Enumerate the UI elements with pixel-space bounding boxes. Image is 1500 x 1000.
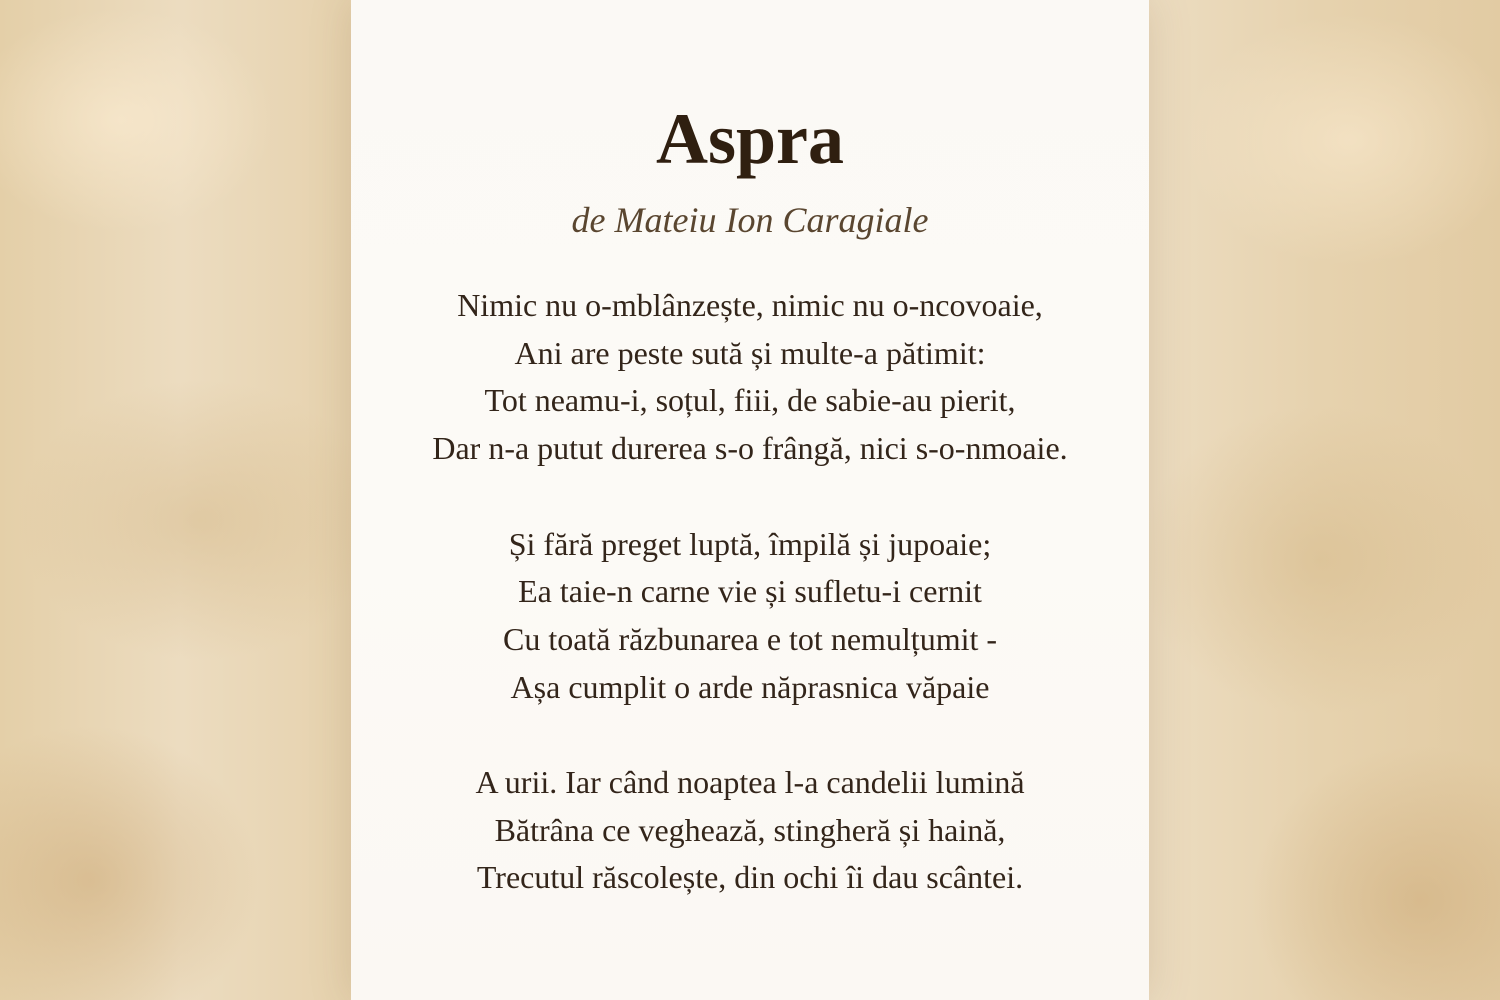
stanza-3 (351, 759, 1149, 902)
poem-author: de Mateiu Ion Caragiale (571, 200, 929, 240)
poem-line: Cu toată răzbunarea e tot nemulțumit - (502, 620, 998, 657)
poem-line: Tot neamu-i, soțul, fiii, de sabie-au pierit, (484, 382, 1016, 419)
stanza-1 (351, 282, 1149, 473)
poem-page (351, 0, 1149, 1000)
poem-line: Ani are peste sută și multe-a pătimit: (514, 334, 986, 371)
poem-line: Bătrâna ce veghează, stingheră și haină, (494, 811, 1006, 848)
poem-line: A urii. Iar când noaptea l-a candelii lumină (475, 764, 1025, 800)
poem-line: Ea taie-n carne vie și sufletu-i cernit (518, 573, 982, 610)
poem-line: Trecutul răscolește, din ochi îi dau scântei. (476, 859, 1024, 896)
poem-title: Aspra (655, 99, 844, 179)
poem-line: Și fără preget luptă, împilă și jupoaie; (508, 525, 992, 562)
poem-body (351, 282, 1149, 950)
poem-line: Dar n-a putut durerea s-o frângă, nici s-o-nmoaie. (432, 430, 1068, 467)
poem-line: Nimic nu o-mblânzește, nimic nu o-ncovoaie, (457, 287, 1043, 323)
poem-line: Așa cumplit o arde năprasnica văpaie (510, 668, 990, 705)
stanza-2 (351, 521, 1149, 712)
